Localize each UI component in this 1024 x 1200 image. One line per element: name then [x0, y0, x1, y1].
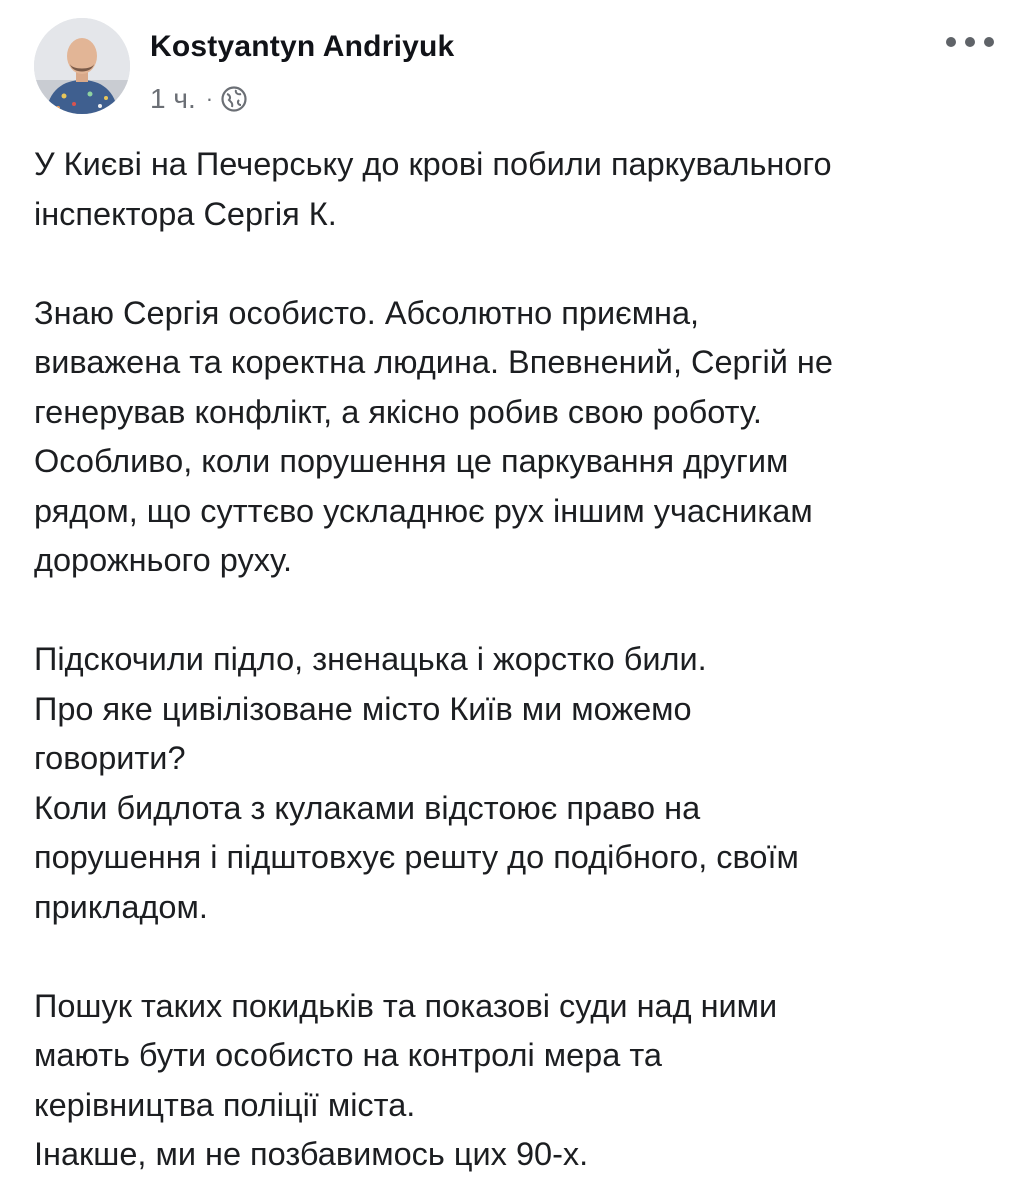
- globe-icon[interactable]: [221, 86, 247, 112]
- post-text-line: рядом, що суттєво ускладнює рух іншим учасникам: [34, 492, 813, 529]
- paragraph-gap: [34, 239, 994, 289]
- more-options-icon[interactable]: [946, 32, 994, 52]
- paragraph-gap: [34, 586, 994, 636]
- post-text-line: мають бути особисто на контролі мера та: [34, 1037, 662, 1073]
- post-text: [34, 140, 994, 1180]
- post-text-line: керівництва поліції міста.: [34, 1086, 416, 1123]
- more-dot-icon: [984, 37, 994, 47]
- avatar-image: [34, 18, 130, 114]
- post-text-line: говорити?: [34, 740, 186, 776]
- post-text-line: У Києві на Печерську до крові побили паркувального: [34, 146, 832, 182]
- post-text-line: Інакше, ми не позбавимось цих 90-х.: [34, 1136, 589, 1172]
- post-text-line: Підскочили підло, зненацька і жорстко били.: [34, 641, 707, 677]
- more-dot-icon: [946, 37, 956, 47]
- post-text-line: Коли бидлота з кулаками відстоює право на: [34, 789, 701, 826]
- post-text-line: Про яке цивілізоване місто Київ ми можемо: [34, 690, 692, 727]
- post-header: [34, 18, 994, 118]
- post-text-line: виважена та коректна людина. Впевнений, Сергій не: [34, 344, 833, 380]
- author-avatar[interactable]: [34, 18, 130, 114]
- post-text-line: інспектора Сергія К.: [34, 195, 337, 232]
- post-text-line: Знаю Сергія особисто. Абсолютно приємна,: [34, 294, 700, 331]
- post-text-line: Пошук таких покидьків та показові суди над ними: [34, 987, 778, 1024]
- paragraph-gap: [34, 932, 994, 982]
- post-text-line: порушення і підштовхує решту до подібного, своїм: [34, 839, 799, 875]
- post-text-line: прикладом.: [34, 888, 208, 925]
- post-meta: [150, 82, 247, 116]
- meta-separator: ·: [205, 86, 214, 111]
- post-text-line: генерував конфлікт, а якісно робив свою роботу.: [34, 393, 762, 430]
- more-dot-icon: [965, 37, 975, 47]
- author-name[interactable]: Kostyantyn Andriyuk: [150, 30, 455, 63]
- post-timestamp[interactable]: 1 ч.: [150, 83, 196, 114]
- post-text-line: Особливо, коли порушення це паркування другим: [34, 443, 789, 479]
- post-text-line: дорожнього руху.: [34, 542, 293, 578]
